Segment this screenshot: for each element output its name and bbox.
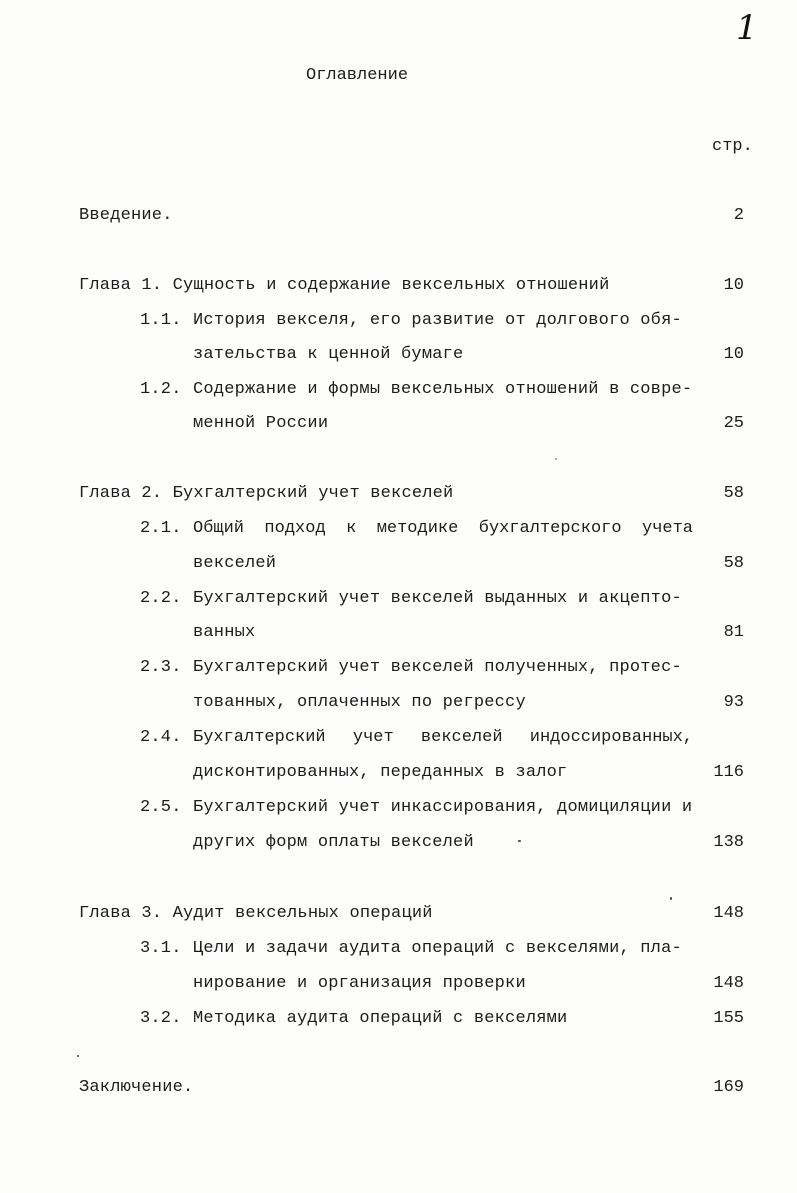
toc-section-2-3-line-2: тованных, оплаченных по регрессу: [193, 693, 526, 712]
toc-section-1-1-line-1: История векселя, его развитие от долгового обя-: [193, 311, 682, 330]
toc-section-3-1-line-1: Цели и задачи аудита операций с векселями, пла-: [193, 939, 682, 958]
toc-section-2-2-line-2: ванных: [193, 623, 256, 642]
toc-section-1-1-page: 10: [723, 345, 744, 364]
toc-chapter-1-label: Глава 1. Сущность и содержание вексельных отношений: [79, 276, 610, 295]
toc-intro-page: 2: [733, 206, 744, 225]
toc-chapter-1-page: 10: [723, 276, 744, 295]
toc-section-2-5-number: 2.5.: [140, 798, 182, 817]
toc-section-2-3-line-1: Бухгалтерский учет векселей полученных, протес-: [193, 658, 682, 677]
toc-section-1-2-page: 25: [723, 414, 744, 433]
toc-section-2-4-number: 2.4.: [140, 728, 182, 747]
toc-section-2-1-line-2: векселей: [193, 554, 277, 573]
page-column-header: стр.: [712, 137, 753, 156]
toc-section-3-2-number: 3.2.: [140, 1009, 182, 1028]
toc-section-3-1-number: 3.1.: [140, 939, 182, 958]
handwritten-page-number: 1: [736, 8, 758, 48]
toc-section-2-1-line-1: Общий подход к методике бухгалтерского учета: [193, 519, 693, 538]
toc-section-2-5-line-2: других форм оплаты векселей: [193, 833, 474, 852]
toc-section-2-4-line-1: Бухгалтерский учет векселей индоссированных,: [193, 728, 693, 747]
toc-section-3-2-line-1: Методика аудита операций с векселями: [193, 1009, 568, 1028]
scan-speck: [555, 458, 557, 460]
toc-section-2-2-line-1: Бухгалтерский учет векселей выданных и акцепто-: [193, 589, 682, 608]
toc-section-1-1-number: 1.1.: [140, 311, 182, 330]
toc-section-2-1-page: 58: [723, 554, 744, 573]
toc-section-1-2-number: 1.2.: [140, 380, 182, 399]
toc-section-2-4-line-2: дисконтированных, переданных в залог: [193, 763, 568, 782]
scan-speck: [77, 1055, 79, 1057]
toc-chapter-3-page: 148: [713, 904, 744, 923]
toc-section-3-2-page: 155: [713, 1009, 744, 1028]
toc-chapter-2-page: 58: [723, 484, 744, 503]
toc-section-2-2-page: 81: [723, 623, 744, 642]
page-title: Оглавление: [306, 66, 409, 85]
toc-section-3-1-page: 148: [713, 974, 744, 993]
scan-speck: [670, 897, 672, 900]
toc-intro-label: Введение.: [79, 206, 173, 225]
toc-section-2-4-page: 116: [713, 763, 744, 782]
toc-section-2-1-number: 2.1.: [140, 519, 182, 538]
toc-section-2-5-page: 138: [713, 833, 744, 852]
toc-conclusion-page: 169: [713, 1078, 744, 1097]
toc-section-1-2-line-2: менной России: [193, 414, 329, 433]
toc-section-2-3-page: 93: [723, 693, 744, 712]
scan-speck: [518, 840, 521, 842]
toc-section-1-2-line-1: Содержание и формы вексельных отношений в совре-: [193, 380, 693, 399]
toc-section-2-5-line-1: Бухгалтерский учет инкассирования, домициляции и: [193, 798, 693, 817]
toc-chapter-2-label: Глава 2. Бухгалтерский учет векселей: [79, 484, 454, 503]
toc-section-2-2-number: 2.2.: [140, 589, 182, 608]
toc-chapter-3-label: Глава 3. Аудит вексельных операций: [79, 904, 433, 923]
toc-section-1-1-line-2: зательства к ценной бумаге: [193, 345, 464, 364]
toc-conclusion-label: Заключение.: [79, 1078, 194, 1097]
toc-section-3-1-line-2: нирование и организация проверки: [193, 974, 526, 993]
toc-section-2-3-number: 2.3.: [140, 658, 182, 677]
